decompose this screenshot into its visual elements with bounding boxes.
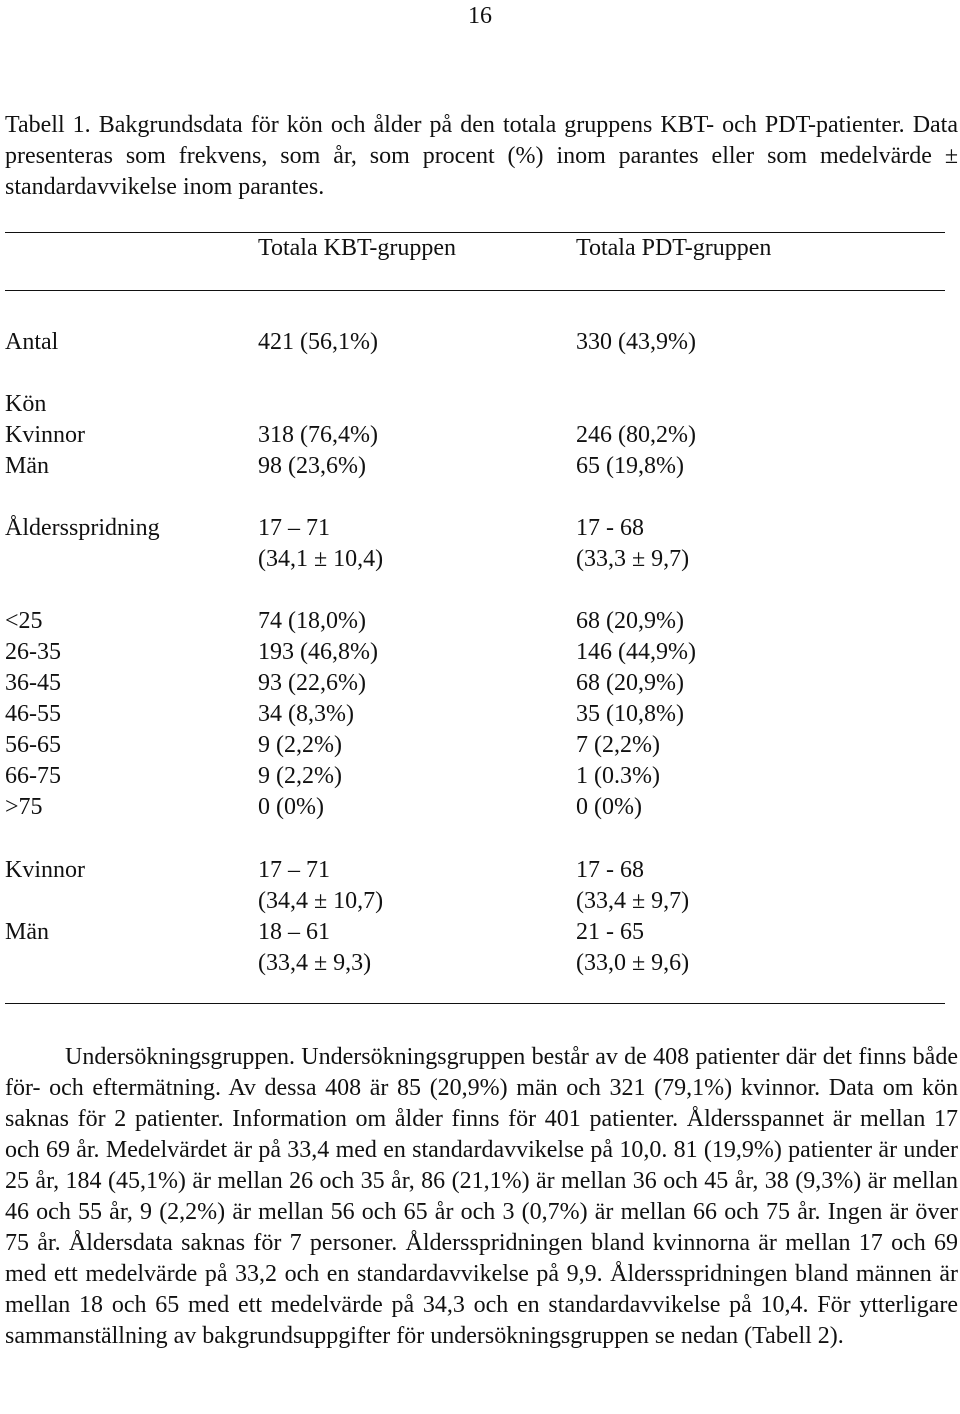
table-row-label: 56-65: [5, 732, 61, 758]
table-cell-kbt: 193 (46,8%): [258, 639, 378, 665]
table-row-label: 66-75: [5, 763, 61, 789]
table-cell-pdt: 68 (20,9%): [576, 670, 684, 696]
table-cell-pdt: 246 (80,2%): [576, 422, 696, 448]
table-cell-pdt: (33,4 ± 9,7): [576, 888, 690, 914]
table-cell-kbt: (33,4 ± 9,3): [258, 950, 372, 976]
table-cell-pdt: 21 - 65: [576, 919, 644, 945]
table-cell-pdt: (33,3 ± 9,7): [576, 546, 690, 572]
table-cell-kbt: 421 (56,1%): [258, 329, 378, 355]
table-bottom-rule: [5, 1003, 945, 1004]
table-cell-kbt: 17 – 71: [258, 515, 330, 541]
table-row-label: <25: [5, 608, 43, 634]
table-header-pdt: Totala PDT-gruppen: [576, 235, 772, 261]
table-cell-kbt: 93 (22,6%): [258, 670, 366, 696]
table-cell-pdt: 330 (43,9%): [576, 329, 696, 355]
table-cell-kbt: 34 (8,3%): [258, 701, 354, 727]
table-cell-pdt: 68 (20,9%): [576, 608, 684, 634]
table-cell-kbt: 74 (18,0%): [258, 608, 366, 634]
table-row-label: Kvinnor: [5, 422, 85, 448]
table-cell-kbt: 318 (76,4%): [258, 422, 378, 448]
table-cell-kbt: 18 – 61: [258, 919, 330, 945]
table-row-label: Åldersspridning: [5, 515, 160, 541]
table-cell-pdt: 0 (0%): [576, 794, 642, 820]
table-cell-pdt: 146 (44,9%): [576, 639, 696, 665]
table-cell-pdt: 17 - 68: [576, 515, 644, 541]
table-caption: Tabell 1. Bakgrundsdata för kön och ålder på den totala gruppens KBT- och PDT-patienter. Data presenteras som frekvens, som år, som procent (%) inom parantes eller som medelvärde ± standardavvikelse inom parantes.: [5, 112, 958, 200]
table-top-rule: [5, 232, 945, 233]
table-cell-pdt: 65 (19,8%): [576, 453, 684, 479]
table-cell-pdt: 35 (10,8%): [576, 701, 684, 727]
table-cell-kbt: (34,4 ± 10,7): [258, 888, 384, 914]
table-cell-kbt: 98 (23,6%): [258, 453, 366, 479]
table-row-label: >75: [5, 794, 43, 820]
table-cell-kbt: 9 (2,2%): [258, 763, 342, 789]
table-cell-kbt: 17 – 71: [258, 857, 330, 883]
table-row-label: Kön: [5, 391, 47, 417]
table-row-label: 26-35: [5, 639, 61, 665]
table-row-label: Män: [5, 919, 49, 945]
table-row-label: Antal: [5, 329, 59, 355]
table-cell-pdt: 17 - 68: [576, 857, 644, 883]
table-row-label: 36-45: [5, 670, 61, 696]
table-row-label: Kvinnor: [5, 857, 85, 883]
table-cell-pdt: (33,0 ± 9,6): [576, 950, 690, 976]
table-header-kbt: Totala KBT-gruppen: [258, 235, 457, 261]
table-cell-kbt: 0 (0%): [258, 794, 324, 820]
table-cell-pdt: 1 (0.3%): [576, 763, 660, 789]
table-row-label: Män: [5, 453, 49, 479]
table-cell-pdt: 7 (2,2%): [576, 732, 660, 758]
table-cell-kbt: 9 (2,2%): [258, 732, 342, 758]
table-header-rule: [5, 290, 945, 291]
table-row-label: 46-55: [5, 701, 61, 727]
study-group-paragraph: [5, 1042, 958, 1352]
table-cell-kbt: (34,1 ± 10,4): [258, 546, 384, 572]
page-number: 16: [468, 3, 492, 29]
study-group-text: Undersökningsgruppen. Undersökningsgruppen består av de 408 patienter där det finns både för- och eftermätning. Av dessa 408 är 85 (20,9%) män och 321 (79,1%) kvinnor. Data om kön saknas för 2 patienter. Information om ålder finns för 401 patienter. Åldersspannet är mellan 17 och 69 år. Medelvärdet är på 33,4 med en standardavvikelse på 10,0. 81 (19,9%) patienter är under 25 år, 184 (45,1%) är mellan 26 och 35 år, 86 (21,1%) är mellan 36 och 45 år, 38 (9,3%) är mellan 46 och 55 år, 9 (2,2%) är mellan 56 och 65 år och 3 (0,7%) är mellan 66 och 75 år. Ingen är över 75 år. Åldersdata saknas för 7 personer. Åldersspridningen bland kvinnorna är mellan 17 och 69 med ett medelvärde på 33,2 och en standardavvikelse på 9,9. Åldersspridningen bland männen är mellan 18 och 65 med ett medelvärde på 34,3 och en standardavvikelse på 10,4. För ytterligare sammanställning av bakgrundsuppgifter för undersökningsgruppen se nedan (Tabell 2).: [5, 1044, 958, 1349]
